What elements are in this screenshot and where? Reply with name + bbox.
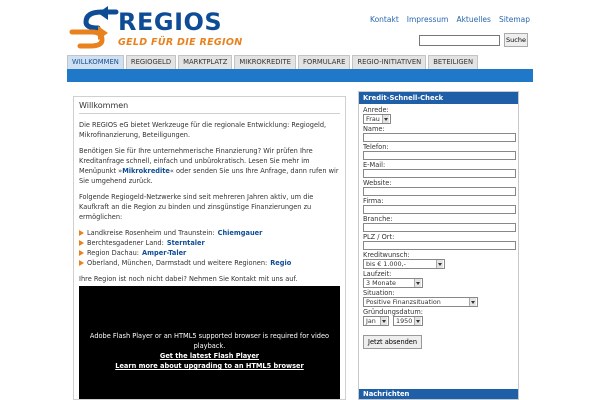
sterntaler-link[interactable]: Sterntaler — [166, 239, 205, 247]
telefon-label: Telefon: — [363, 143, 389, 151]
situation-select[interactable] — [363, 297, 478, 307]
plz-label: PLZ / Ort: — [363, 233, 395, 241]
topnav-kontakt[interactable]: Kontakt — [370, 15, 399, 24]
name-field[interactable] — [363, 133, 516, 142]
kreditwunsch-value: bis € 1.000,- — [366, 260, 406, 268]
list-item — [79, 258, 340, 268]
video-message-cont: playback. — [193, 342, 226, 350]
branche-field[interactable] — [363, 223, 516, 232]
search-input[interactable] — [419, 35, 500, 46]
news-panel-title: Nachrichten — [359, 389, 518, 399]
list-item-text: Region Dachau: — [87, 249, 140, 257]
website-field[interactable] — [363, 187, 516, 196]
month-value: Jan — [366, 317, 376, 325]
logo-title[interactable]: REGIOS — [118, 8, 223, 36]
list-item-text: Landkreise Rosenheim und Traunstein: — [87, 229, 215, 237]
search-form — [419, 35, 528, 47]
bullet-arrow-icon — [79, 250, 84, 256]
html5-upgrade-link[interactable]: Learn more about upgrading to an HTML5 browser — [115, 362, 304, 370]
logo-tagline: GELD FÜR DIE REGION — [118, 37, 243, 48]
chiemgauer-link[interactable]: Chiemgauer — [217, 229, 263, 237]
bullet-arrow-icon — [79, 240, 84, 246]
list-item-text: Berchtesgadener Land: — [87, 239, 164, 247]
chevron-down-icon — [414, 279, 421, 287]
firma-field[interactable] — [363, 205, 516, 214]
credit-check-panel — [358, 91, 519, 400]
tab-willkommen[interactable]: WILLKOMMEN — [67, 55, 124, 69]
plz-field[interactable] — [363, 241, 516, 250]
email-label: E-Mail: — [363, 161, 386, 169]
credit-text-end: « oder senden Sie uns Ihre Anfrage, dann rufen wir Sie umgehend zurück. — [79, 167, 339, 185]
list-item — [79, 238, 340, 248]
list-item — [79, 248, 340, 258]
search-button[interactable]: Suche — [504, 33, 528, 47]
chevron-down-icon — [436, 260, 443, 268]
chevron-down-icon — [382, 115, 389, 123]
tab-formulare[interactable]: FORMULARE — [298, 55, 350, 69]
anrede-select[interactable] — [363, 114, 391, 124]
year-value: 1950 — [396, 317, 413, 325]
firma-label: Firma: — [363, 197, 384, 205]
laufzeit-label: Laufzeit: — [363, 270, 392, 278]
tab-marktplatz[interactable]: MARKTPLATZ — [178, 55, 232, 69]
welcome-panel — [73, 96, 346, 400]
bullet-arrow-icon — [79, 260, 84, 266]
name-label: Name: — [363, 125, 385, 133]
bullet-arrow-icon — [79, 230, 84, 236]
network-list — [79, 228, 340, 268]
branche-label: Branche: — [363, 215, 393, 223]
submit-button[interactable]: Jetzt absenden — [363, 335, 422, 349]
topnav-sitemap[interactable]: Sitemap — [498, 15, 530, 24]
kreditwunsch-select[interactable] — [363, 259, 445, 269]
page-title: Willkommen — [79, 101, 340, 114]
gruendung-label: Gründungsdatum: — [363, 308, 423, 316]
chevron-down-icon — [469, 298, 476, 306]
telefon-field[interactable] — [363, 151, 516, 160]
email-field[interactable] — [363, 169, 516, 178]
credit-check-title: Kredit-Schnell-Check — [359, 92, 518, 104]
top-navigation — [370, 15, 530, 24]
video-player[interactable] — [79, 286, 340, 400]
topnav-aktuelles[interactable]: Aktuelles — [456, 15, 491, 24]
list-item — [79, 228, 340, 238]
credit-check-form — [359, 104, 518, 351]
network-paragraph: Folgende Regiogeld-Netzwerke sind seit mehreren Jahren aktiv, um die Kaufkraft an die Region zu binden und zinsgünstige Finanzierungen zu ermöglichen: — [79, 193, 314, 221]
website-label: Website: — [363, 179, 392, 187]
anrede-value: Frau — [366, 115, 380, 123]
credit-text-start: Benötigen Sie für Ihre unternehmerische Finanzierung? Wir prüfen Ihre Kreditanfrage schnell, einfach und unbürokratisch. Lesen Sie mehr im Menüpunkt » — [79, 147, 313, 175]
credit-paragraph — [79, 146, 340, 186]
tab-beteiligen[interactable]: BETEILIGEN — [428, 55, 478, 69]
topnav-impressum[interactable]: Impressum — [406, 15, 449, 24]
chevron-down-icon — [414, 317, 421, 325]
mikrokredite-link[interactable]: Mikrokredite — [122, 167, 170, 175]
situation-label: Situation: — [363, 289, 395, 297]
join-paragraph: Ihre Region ist noch nicht dabei? Nehmen Sie Kontakt mit uns auf. — [79, 275, 298, 283]
situation-value: Positive Finanzsituation — [366, 298, 441, 306]
nav-blue-bar — [67, 69, 533, 82]
laufzeit-select[interactable] — [363, 278, 423, 288]
amper-taler-link[interactable]: Amper-Taler — [142, 249, 187, 257]
regio-link[interactable]: Regio — [270, 259, 292, 267]
month-select[interactable] — [363, 316, 389, 326]
tab-regio-initiativen[interactable]: REGIO-INITIATIVEN — [352, 55, 426, 69]
intro-paragraph: Die REGIOS eG bietet Werkzeuge für die regionale Entwicklung: Regiogeld, Mikrofinanzierung, Beteiligungen. — [79, 121, 327, 139]
tab-regiogeld[interactable]: REGIOGELD — [126, 55, 176, 69]
year-select[interactable] — [393, 316, 423, 326]
main-navigation — [67, 55, 533, 69]
flash-player-link[interactable]: Get the latest Flash Player — [159, 352, 260, 360]
tab-mikrokredite[interactable]: MIKROKREDITE — [234, 55, 296, 69]
chevron-down-icon — [380, 317, 387, 325]
anrede-label: Anrede: — [363, 106, 389, 114]
list-item-text: Oberland, München, Darmstadt und weitere Regionen: — [87, 259, 268, 267]
kreditwunsch-label: Kreditwunsch: — [363, 251, 410, 259]
video-message: Adobe Flash Player or an HTML5 supported browser is required for video — [89, 332, 330, 340]
gruendung-date — [363, 316, 514, 327]
laufzeit-value: 3 Monate — [366, 279, 396, 287]
